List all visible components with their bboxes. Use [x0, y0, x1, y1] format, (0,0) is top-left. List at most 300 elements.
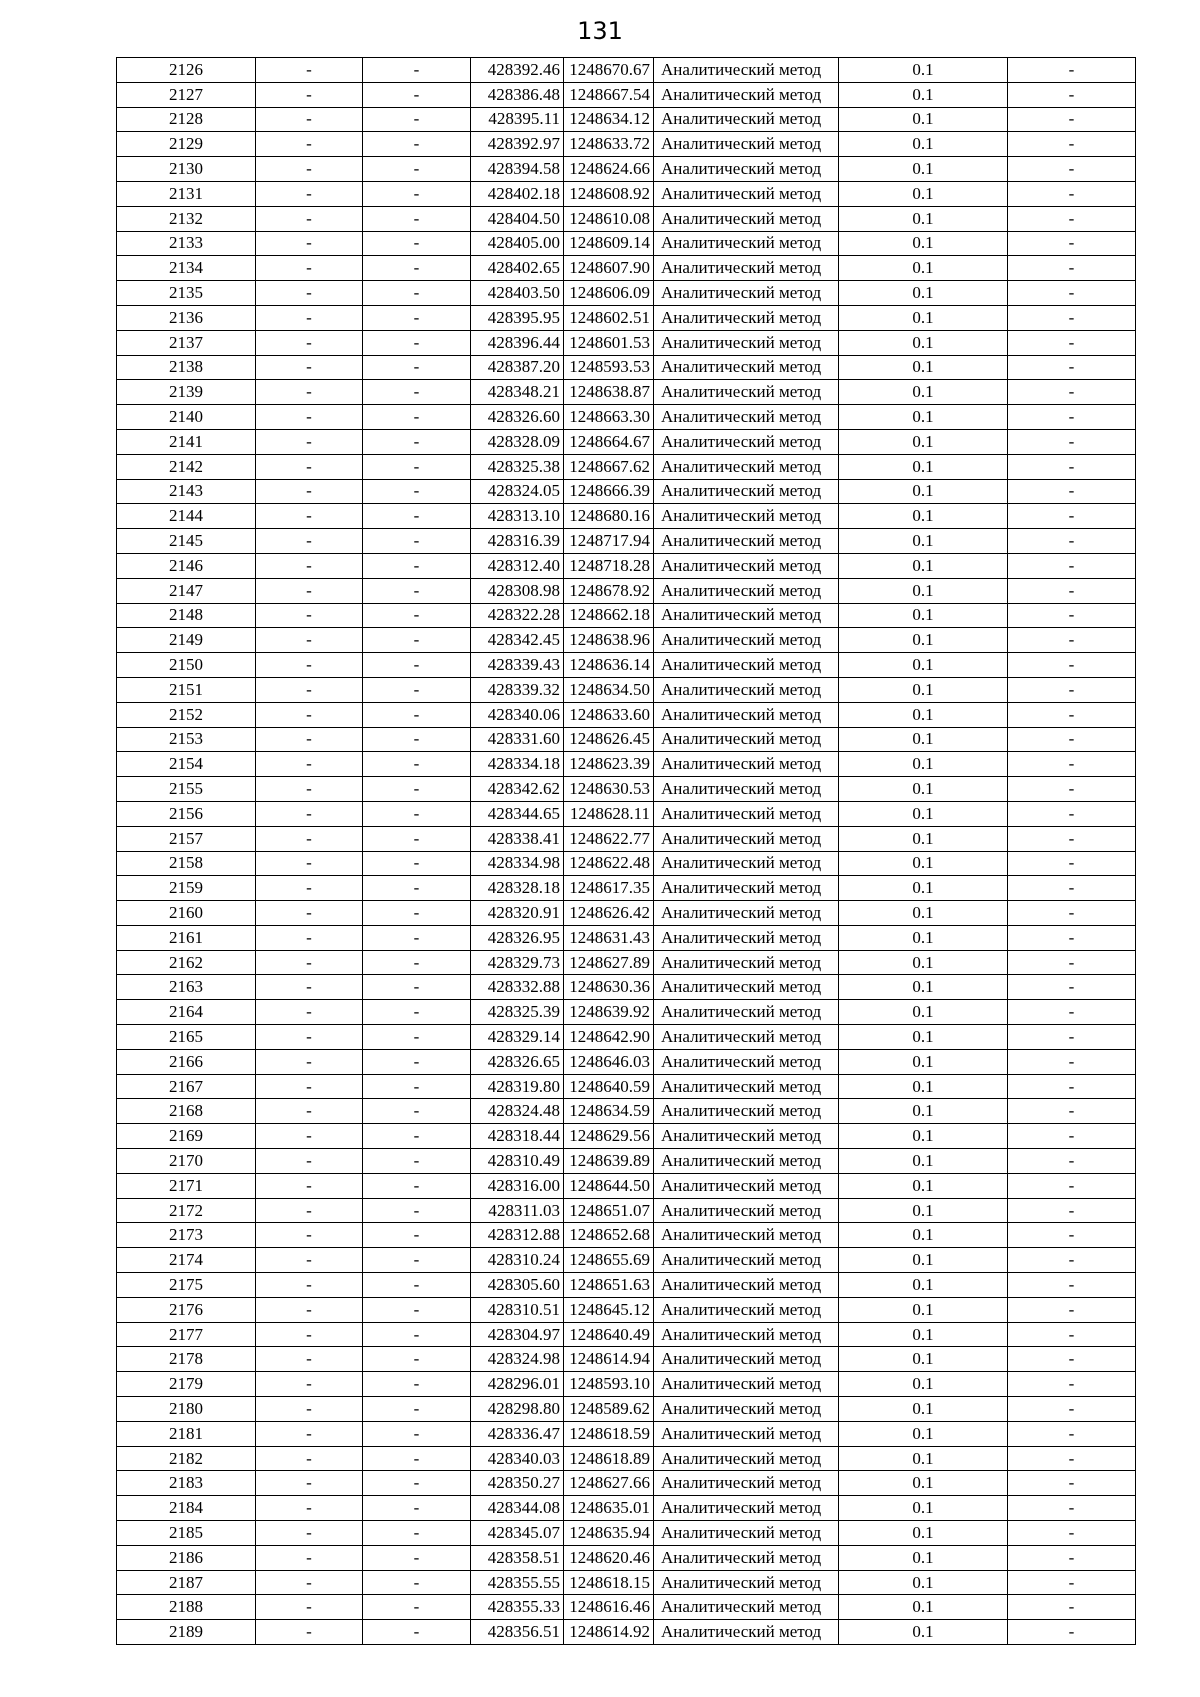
col3-cell: -: [363, 1149, 471, 1174]
point-number-cell: 2165: [117, 1025, 256, 1050]
table-row: [117, 1372, 1136, 1397]
col3-cell: -: [363, 777, 471, 802]
col2-cell: -: [256, 181, 363, 206]
point-number-cell: 2176: [117, 1297, 256, 1322]
method-cell: Аналитический метод: [654, 1248, 839, 1273]
col8-cell: -: [1008, 305, 1136, 330]
col2-cell: -: [256, 1545, 363, 1570]
point-number-cell: 2128: [117, 107, 256, 132]
col3-cell: -: [363, 1595, 471, 1620]
method-cell: Аналитический метод: [654, 801, 839, 826]
col8-cell: -: [1008, 405, 1136, 430]
method-cell: Аналитический метод: [654, 454, 839, 479]
x-coordinate-cell: 428332.88: [471, 975, 564, 1000]
y-coordinate-cell: 1248618.89: [564, 1446, 654, 1471]
col8-cell: -: [1008, 355, 1136, 380]
method-cell: Аналитический метод: [654, 950, 839, 975]
method-cell: Аналитический метод: [654, 132, 839, 157]
col8-cell: -: [1008, 1124, 1136, 1149]
point-number-cell: 2142: [117, 454, 256, 479]
accuracy-cell: 0.1: [839, 702, 1008, 727]
col3-cell: -: [363, 256, 471, 281]
point-number-cell: 2130: [117, 157, 256, 182]
col2-cell: -: [256, 454, 363, 479]
x-coordinate-cell: 428404.50: [471, 206, 564, 231]
col8-cell: -: [1008, 82, 1136, 107]
x-coordinate-cell: 428339.43: [471, 653, 564, 678]
col3-cell: -: [363, 1099, 471, 1124]
table-row: [117, 1297, 1136, 1322]
accuracy-cell: 0.1: [839, 1521, 1008, 1546]
accuracy-cell: 0.1: [839, 157, 1008, 182]
x-coordinate-cell: 428356.51: [471, 1620, 564, 1645]
point-number-cell: 2162: [117, 950, 256, 975]
method-cell: Аналитический метод: [654, 1471, 839, 1496]
x-coordinate-cell: 428329.14: [471, 1025, 564, 1050]
y-coordinate-cell: 1248667.62: [564, 454, 654, 479]
col3-cell: -: [363, 1496, 471, 1521]
y-coordinate-cell: 1248634.12: [564, 107, 654, 132]
point-number-cell: 2182: [117, 1446, 256, 1471]
col3-cell: -: [363, 355, 471, 380]
x-coordinate-cell: 428326.95: [471, 925, 564, 950]
accuracy-cell: 0.1: [839, 1322, 1008, 1347]
point-number-cell: 2159: [117, 876, 256, 901]
col3-cell: -: [363, 702, 471, 727]
y-coordinate-cell: 1248593.10: [564, 1372, 654, 1397]
y-coordinate-cell: 1248651.63: [564, 1273, 654, 1298]
col8-cell: -: [1008, 1248, 1136, 1273]
y-coordinate-cell: 1248639.89: [564, 1149, 654, 1174]
table-row: [117, 256, 1136, 281]
col2-cell: -: [256, 256, 363, 281]
table-row: [117, 1198, 1136, 1223]
accuracy-cell: 0.1: [839, 1000, 1008, 1025]
x-coordinate-cell: 428326.65: [471, 1049, 564, 1074]
col2-cell: -: [256, 752, 363, 777]
col2-cell: -: [256, 157, 363, 182]
col8-cell: -: [1008, 1149, 1136, 1174]
col2-cell: -: [256, 1198, 363, 1223]
col8-cell: -: [1008, 1223, 1136, 1248]
method-cell: Аналитический метод: [654, 1620, 839, 1645]
accuracy-cell: 0.1: [839, 1421, 1008, 1446]
table-row: [117, 380, 1136, 405]
col8-cell: -: [1008, 454, 1136, 479]
x-coordinate-cell: 428331.60: [471, 727, 564, 752]
col8-cell: -: [1008, 826, 1136, 851]
col8-cell: -: [1008, 1297, 1136, 1322]
table-row: [117, 1521, 1136, 1546]
col8-cell: -: [1008, 429, 1136, 454]
method-cell: Аналитический метод: [654, 677, 839, 702]
col3-cell: -: [363, 281, 471, 306]
y-coordinate-cell: 1248638.87: [564, 380, 654, 405]
method-cell: Аналитический метод: [654, 58, 839, 83]
method-cell: Аналитический метод: [654, 1397, 839, 1422]
table-row: [117, 1397, 1136, 1422]
col3-cell: -: [363, 1372, 471, 1397]
point-number-cell: 2137: [117, 330, 256, 355]
accuracy-cell: 0.1: [839, 1372, 1008, 1397]
method-cell: Аналитический метод: [654, 1595, 839, 1620]
point-number-cell: 2167: [117, 1074, 256, 1099]
point-number-cell: 2153: [117, 727, 256, 752]
x-coordinate-cell: 428316.00: [471, 1173, 564, 1198]
col8-cell: -: [1008, 1347, 1136, 1372]
y-coordinate-cell: 1248602.51: [564, 305, 654, 330]
method-cell: Аналитический метод: [654, 1198, 839, 1223]
accuracy-cell: 0.1: [839, 58, 1008, 83]
x-coordinate-cell: 428334.18: [471, 752, 564, 777]
col2-cell: -: [256, 826, 363, 851]
col8-cell: -: [1008, 281, 1136, 306]
point-number-cell: 2179: [117, 1372, 256, 1397]
x-coordinate-cell: 428387.20: [471, 355, 564, 380]
accuracy-cell: 0.1: [839, 653, 1008, 678]
x-coordinate-cell: 428312.40: [471, 553, 564, 578]
x-coordinate-cell: 428342.62: [471, 777, 564, 802]
col8-cell: -: [1008, 727, 1136, 752]
col8-cell: -: [1008, 1446, 1136, 1471]
y-coordinate-cell: 1248680.16: [564, 504, 654, 529]
y-coordinate-cell: 1248589.62: [564, 1397, 654, 1422]
method-cell: Аналитический метод: [654, 1273, 839, 1298]
y-coordinate-cell: 1248614.94: [564, 1347, 654, 1372]
col2-cell: -: [256, 1173, 363, 1198]
col3-cell: -: [363, 1025, 471, 1050]
col2-cell: -: [256, 330, 363, 355]
y-coordinate-cell: 1248652.68: [564, 1223, 654, 1248]
point-number-cell: 2149: [117, 628, 256, 653]
col3-cell: -: [363, 801, 471, 826]
method-cell: Аналитический метод: [654, 380, 839, 405]
col8-cell: -: [1008, 1273, 1136, 1298]
col8-cell: -: [1008, 752, 1136, 777]
table-row: [117, 405, 1136, 430]
y-coordinate-cell: 1248645.12: [564, 1297, 654, 1322]
method-cell: Аналитический метод: [654, 901, 839, 926]
method-cell: Аналитический метод: [654, 1347, 839, 1372]
y-coordinate-cell: 1248627.66: [564, 1471, 654, 1496]
point-number-cell: 2129: [117, 132, 256, 157]
x-coordinate-cell: 428334.98: [471, 851, 564, 876]
col8-cell: -: [1008, 876, 1136, 901]
table-row: [117, 504, 1136, 529]
col8-cell: -: [1008, 1620, 1136, 1645]
col2-cell: -: [256, 553, 363, 578]
table-row: [117, 231, 1136, 256]
x-coordinate-cell: 428298.80: [471, 1397, 564, 1422]
accuracy-cell: 0.1: [839, 107, 1008, 132]
point-number-cell: 2144: [117, 504, 256, 529]
col3-cell: -: [363, 653, 471, 678]
col2-cell: -: [256, 578, 363, 603]
y-coordinate-cell: 1248640.59: [564, 1074, 654, 1099]
table-row: [117, 1025, 1136, 1050]
accuracy-cell: 0.1: [839, 578, 1008, 603]
col3-cell: -: [363, 975, 471, 1000]
col8-cell: -: [1008, 1074, 1136, 1099]
col3-cell: -: [363, 851, 471, 876]
col3-cell: -: [363, 1198, 471, 1223]
x-coordinate-cell: 428325.39: [471, 1000, 564, 1025]
accuracy-cell: 0.1: [839, 305, 1008, 330]
col3-cell: -: [363, 876, 471, 901]
x-coordinate-cell: 428344.65: [471, 801, 564, 826]
y-coordinate-cell: 1248642.90: [564, 1025, 654, 1050]
method-cell: Аналитический метод: [654, 1074, 839, 1099]
table-row: [117, 1620, 1136, 1645]
col2-cell: -: [256, 603, 363, 628]
table-row: [117, 82, 1136, 107]
method-cell: Аналитический метод: [654, 1521, 839, 1546]
col2-cell: -: [256, 1000, 363, 1025]
method-cell: Аналитический метод: [654, 231, 839, 256]
table-row: [117, 181, 1136, 206]
y-coordinate-cell: 1248670.67: [564, 58, 654, 83]
accuracy-cell: 0.1: [839, 1025, 1008, 1050]
method-cell: Аналитический метод: [654, 1322, 839, 1347]
y-coordinate-cell: 1248593.53: [564, 355, 654, 380]
table-row: [117, 1545, 1136, 1570]
point-number-cell: 2178: [117, 1347, 256, 1372]
table-row: [117, 529, 1136, 554]
col8-cell: -: [1008, 1595, 1136, 1620]
method-cell: Аналитический метод: [654, 1446, 839, 1471]
col2-cell: -: [256, 1397, 363, 1422]
accuracy-cell: 0.1: [839, 1545, 1008, 1570]
x-coordinate-cell: 428313.10: [471, 504, 564, 529]
col8-cell: -: [1008, 1000, 1136, 1025]
col3-cell: -: [363, 1297, 471, 1322]
x-coordinate-cell: 428403.50: [471, 281, 564, 306]
method-cell: Аналитический метод: [654, 553, 839, 578]
accuracy-cell: 0.1: [839, 1446, 1008, 1471]
method-cell: Аналитический метод: [654, 1000, 839, 1025]
col3-cell: -: [363, 1521, 471, 1546]
accuracy-cell: 0.1: [839, 1595, 1008, 1620]
y-coordinate-cell: 1248663.30: [564, 405, 654, 430]
method-cell: Аналитический метод: [654, 479, 839, 504]
table-row: [117, 1099, 1136, 1124]
y-coordinate-cell: 1248618.59: [564, 1421, 654, 1446]
x-coordinate-cell: 428395.11: [471, 107, 564, 132]
col2-cell: -: [256, 1446, 363, 1471]
table-row: [117, 132, 1136, 157]
point-number-cell: 2164: [117, 1000, 256, 1025]
col2-cell: -: [256, 429, 363, 454]
point-number-cell: 2187: [117, 1570, 256, 1595]
accuracy-cell: 0.1: [839, 826, 1008, 851]
col3-cell: -: [363, 1000, 471, 1025]
x-coordinate-cell: 428305.60: [471, 1273, 564, 1298]
y-coordinate-cell: 1248640.49: [564, 1322, 654, 1347]
col3-cell: -: [363, 628, 471, 653]
x-coordinate-cell: 428326.60: [471, 405, 564, 430]
accuracy-cell: 0.1: [839, 975, 1008, 1000]
point-number-cell: 2174: [117, 1248, 256, 1273]
table-row: [117, 1124, 1136, 1149]
accuracy-cell: 0.1: [839, 405, 1008, 430]
point-number-cell: 2181: [117, 1421, 256, 1446]
point-number-cell: 2158: [117, 851, 256, 876]
accuracy-cell: 0.1: [839, 1149, 1008, 1174]
table-row: [117, 1421, 1136, 1446]
accuracy-cell: 0.1: [839, 1198, 1008, 1223]
col3-cell: -: [363, 1446, 471, 1471]
accuracy-cell: 0.1: [839, 479, 1008, 504]
table-row: [117, 1570, 1136, 1595]
col2-cell: -: [256, 628, 363, 653]
y-coordinate-cell: 1248606.09: [564, 281, 654, 306]
method-cell: Аналитический метод: [654, 206, 839, 231]
method-cell: Аналитический метод: [654, 529, 839, 554]
method-cell: Аналитический метод: [654, 826, 839, 851]
method-cell: Аналитический метод: [654, 1124, 839, 1149]
col3-cell: -: [363, 429, 471, 454]
col3-cell: -: [363, 454, 471, 479]
col3-cell: -: [363, 58, 471, 83]
accuracy-cell: 0.1: [839, 1173, 1008, 1198]
point-number-cell: 2168: [117, 1099, 256, 1124]
point-number-cell: 2163: [117, 975, 256, 1000]
method-cell: Аналитический метод: [654, 82, 839, 107]
col8-cell: -: [1008, 603, 1136, 628]
table-body: [117, 58, 1136, 1645]
method-cell: Аналитический метод: [654, 181, 839, 206]
point-number-cell: 2172: [117, 1198, 256, 1223]
y-coordinate-cell: 1248662.18: [564, 603, 654, 628]
method-cell: Аналитический метод: [654, 429, 839, 454]
x-coordinate-cell: 428396.44: [471, 330, 564, 355]
y-coordinate-cell: 1248717.94: [564, 529, 654, 554]
point-number-cell: 2148: [117, 603, 256, 628]
accuracy-cell: 0.1: [839, 603, 1008, 628]
table-row: [117, 1496, 1136, 1521]
y-coordinate-cell: 1248630.36: [564, 975, 654, 1000]
table-row: [117, 281, 1136, 306]
method-cell: Аналитический метод: [654, 1049, 839, 1074]
y-coordinate-cell: 1248635.94: [564, 1521, 654, 1546]
table-row: [117, 58, 1136, 83]
table-row: [117, 603, 1136, 628]
method-cell: Аналитический метод: [654, 628, 839, 653]
x-coordinate-cell: 428316.39: [471, 529, 564, 554]
accuracy-cell: 0.1: [839, 1074, 1008, 1099]
x-coordinate-cell: 428304.97: [471, 1322, 564, 1347]
method-cell: Аналитический метод: [654, 975, 839, 1000]
point-number-cell: 2150: [117, 653, 256, 678]
col3-cell: -: [363, 181, 471, 206]
table-row: [117, 677, 1136, 702]
x-coordinate-cell: 428329.73: [471, 950, 564, 975]
y-coordinate-cell: 1248626.42: [564, 901, 654, 926]
table-row: [117, 1471, 1136, 1496]
col3-cell: -: [363, 1570, 471, 1595]
x-coordinate-cell: 428340.03: [471, 1446, 564, 1471]
table-row: [117, 107, 1136, 132]
y-coordinate-cell: 1248617.35: [564, 876, 654, 901]
table-row: [117, 1595, 1136, 1620]
col3-cell: -: [363, 1248, 471, 1273]
table-row: [117, 1273, 1136, 1298]
table-row: [117, 653, 1136, 678]
table-row: [117, 752, 1136, 777]
point-number-cell: 2166: [117, 1049, 256, 1074]
method-cell: Аналитический метод: [654, 504, 839, 529]
table-row: [117, 454, 1136, 479]
x-coordinate-cell: 428322.28: [471, 603, 564, 628]
accuracy-cell: 0.1: [839, 355, 1008, 380]
col2-cell: -: [256, 677, 363, 702]
y-coordinate-cell: 1248634.59: [564, 1099, 654, 1124]
point-number-cell: 2186: [117, 1545, 256, 1570]
table-row: [117, 157, 1136, 182]
method-cell: Аналитический метод: [654, 157, 839, 182]
table-row: [117, 1074, 1136, 1099]
point-number-cell: 2139: [117, 380, 256, 405]
y-coordinate-cell: 1248651.07: [564, 1198, 654, 1223]
col2-cell: -: [256, 107, 363, 132]
table-row: [117, 702, 1136, 727]
table-row: [117, 1446, 1136, 1471]
col3-cell: -: [363, 405, 471, 430]
y-coordinate-cell: 1248614.92: [564, 1620, 654, 1645]
col2-cell: -: [256, 925, 363, 950]
method-cell: Аналитический метод: [654, 281, 839, 306]
accuracy-cell: 0.1: [839, 1397, 1008, 1422]
point-number-cell: 2160: [117, 901, 256, 926]
method-cell: Аналитический метод: [654, 653, 839, 678]
col2-cell: -: [256, 653, 363, 678]
x-coordinate-cell: 428405.00: [471, 231, 564, 256]
col8-cell: -: [1008, 231, 1136, 256]
y-coordinate-cell: 1248664.67: [564, 429, 654, 454]
accuracy-cell: 0.1: [839, 1471, 1008, 1496]
col3-cell: -: [363, 1545, 471, 1570]
x-coordinate-cell: 428319.80: [471, 1074, 564, 1099]
col8-cell: -: [1008, 1099, 1136, 1124]
accuracy-cell: 0.1: [839, 231, 1008, 256]
point-number-cell: 2133: [117, 231, 256, 256]
accuracy-cell: 0.1: [839, 330, 1008, 355]
y-coordinate-cell: 1248609.14: [564, 231, 654, 256]
table-row: [117, 851, 1136, 876]
col3-cell: -: [363, 901, 471, 926]
col2-cell: -: [256, 777, 363, 802]
col8-cell: -: [1008, 975, 1136, 1000]
x-coordinate-cell: 428318.44: [471, 1124, 564, 1149]
table-row: [117, 1248, 1136, 1273]
x-coordinate-cell: 428336.47: [471, 1421, 564, 1446]
accuracy-cell: 0.1: [839, 380, 1008, 405]
y-coordinate-cell: 1248633.72: [564, 132, 654, 157]
y-coordinate-cell: 1248622.48: [564, 851, 654, 876]
table-row: [117, 1322, 1136, 1347]
col3-cell: -: [363, 1124, 471, 1149]
col8-cell: -: [1008, 479, 1136, 504]
col8-cell: -: [1008, 132, 1136, 157]
col2-cell: -: [256, 1322, 363, 1347]
col3-cell: -: [363, 1173, 471, 1198]
col8-cell: -: [1008, 628, 1136, 653]
method-cell: Аналитический метод: [654, 777, 839, 802]
accuracy-cell: 0.1: [839, 1620, 1008, 1645]
col2-cell: -: [256, 281, 363, 306]
x-coordinate-cell: 428340.06: [471, 702, 564, 727]
accuracy-cell: 0.1: [839, 504, 1008, 529]
